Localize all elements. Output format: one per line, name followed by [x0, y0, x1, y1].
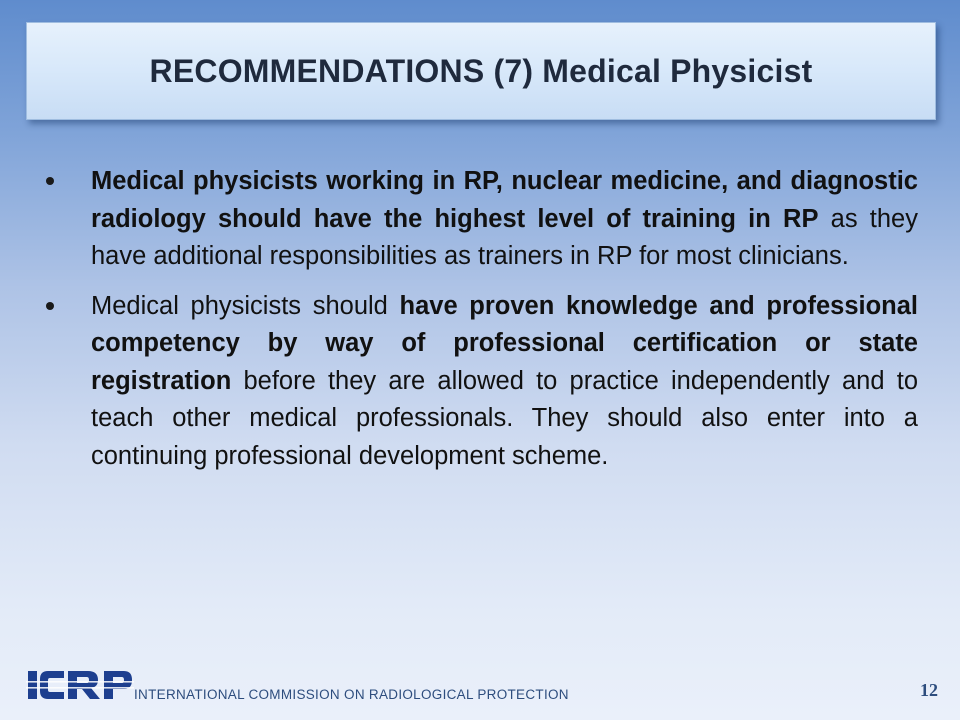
bullet-text-regular: Medical physicists should [91, 291, 400, 320]
bullet-list [40, 163, 918, 487]
bullet-text-regular: before they are allowed to practice independently and to teach other medical professionals. They should also enter into a continuing professional development scheme. [91, 366, 918, 470]
slide-title: RECOMMENDATIONS (7) Medical Physicist [149, 52, 813, 89]
bullet-dot-icon [46, 177, 54, 185]
bullet-text-regular: as they have additional responsibilities as trainers in RP for most clinicians. [91, 204, 918, 270]
icrp-logo [26, 665, 134, 705]
title-banner [26, 22, 936, 120]
page-number: 12 [920, 680, 938, 700]
organization-name: INTERNATIONAL COMMISSION ON RADIOLOGICAL PROTECTION [134, 687, 569, 702]
bullet-text-bold: have proven knowledge and professional competency by way of professional certification or state registration [91, 291, 919, 395]
bullet-text [91, 288, 918, 476]
bullet-text [91, 163, 918, 276]
bullet-item [40, 163, 918, 276]
bullet-item [40, 288, 918, 476]
bullet-dot-icon [46, 302, 54, 310]
bullet-text-bold: Medical physicists working in RP, nuclear medicine, and diagnostic radiology should have the highest level of training in RP [91, 167, 918, 233]
